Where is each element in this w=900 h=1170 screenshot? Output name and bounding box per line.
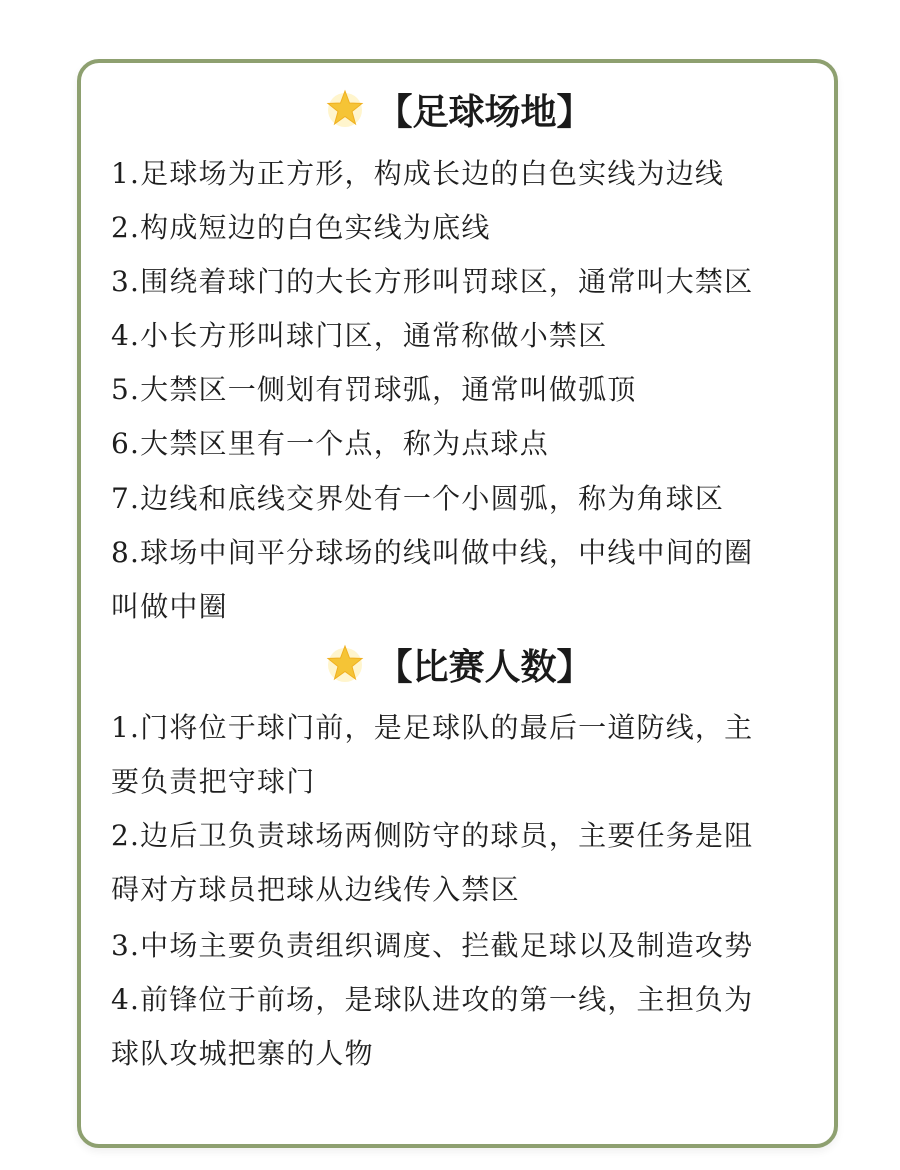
list-item: 8.球场中间平分球场的线叫做中线，中线中间的圈 [111, 536, 754, 569]
list-item: 6.大禁区里有一个点，称为点球点 [111, 427, 549, 460]
list-item: 7.边线和底线交界处有一个小圆弧，称为角球区 [111, 482, 725, 515]
list-item: 要负责把守球门 [111, 765, 316, 798]
content-card [77, 59, 838, 1148]
section-title-text: 【比赛人数】 [376, 647, 593, 688]
list-item: 叫做中圈 [111, 590, 228, 623]
list-item: 4.前锋位于前场，是球队进攻的第一线，主担负为 [111, 983, 754, 1016]
section-title-text: 【足球场地】 [376, 92, 593, 133]
list-item: 2.边后卫负责球场两侧防守的球员，主要任务是阻 [111, 819, 754, 852]
list-item: 3.围绕着球门的大长方形叫罚球区，通常叫大禁区 [111, 265, 754, 298]
list-item: 3.中场主要负责组织调度、拦截足球以及制造攻势 [111, 929, 754, 962]
section-title-field [81, 90, 834, 136]
list-item: 2.构成短边的白色实线为底线 [111, 211, 491, 244]
star-icon [322, 86, 368, 132]
section-title-players [81, 645, 834, 691]
list-item: 4.小长方形叫球门区，通常称做小禁区 [111, 319, 608, 352]
list-item: 球队攻城把寨的人物 [111, 1037, 374, 1070]
list-item: 碍对方球员把球从边线传入禁区 [111, 873, 520, 906]
star-icon [322, 641, 368, 687]
list-item: 5.大禁区一侧划有罚球弧，通常叫做弧顶 [111, 373, 637, 406]
list-item: 1.足球场为正方形，构成长边的白色实线为边线 [111, 157, 725, 190]
list-item: 1.门将位于球门前，是足球队的最后一道防线，主 [111, 711, 754, 744]
